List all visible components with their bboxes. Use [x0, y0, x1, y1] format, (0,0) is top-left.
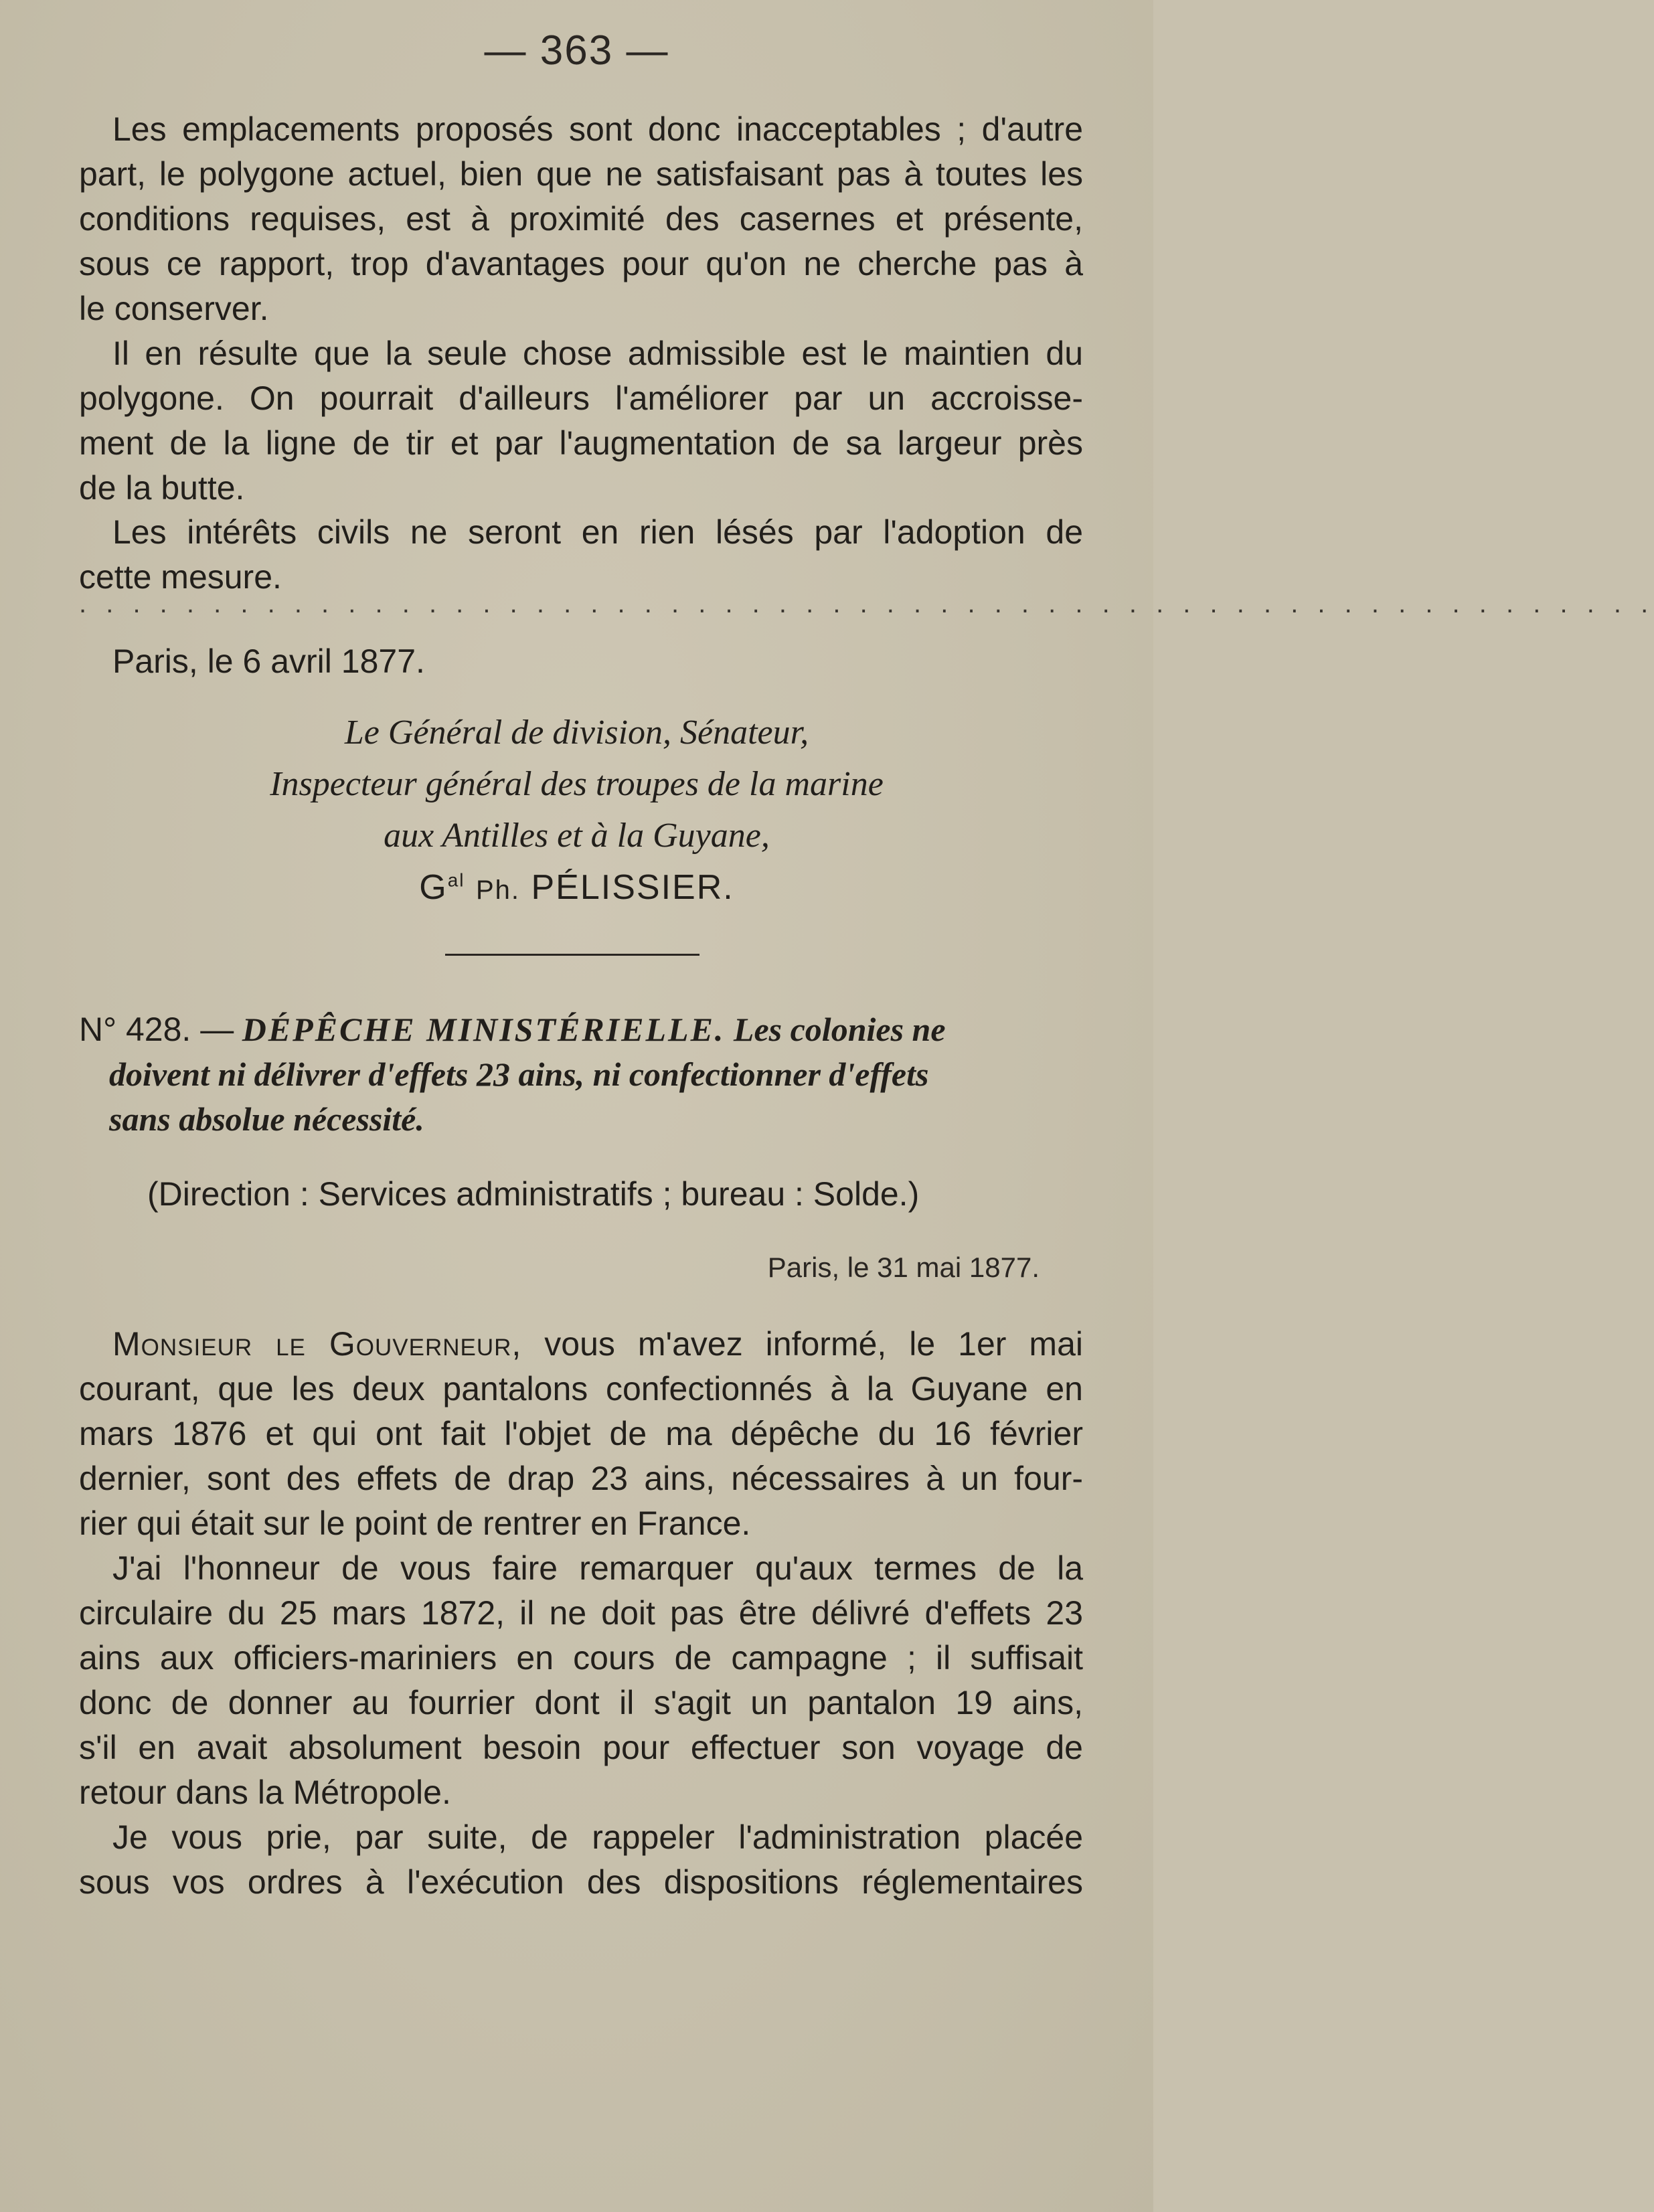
text-line: ains aux officiers-mariniers en cours de campagne ; il suffisait: [79, 1639, 1083, 1677]
salutation: Monsieur le Gouverneur,: [112, 1325, 522, 1363]
text-line: rier qui était sur le point de rentrer en France.: [79, 1505, 751, 1542]
dispatch-date: Paris, le 31 mai 1877.: [767, 1252, 1040, 1283]
document-number: N° 428. —: [79, 1011, 234, 1048]
paragraph-2: [79, 331, 1083, 511]
text-line: dernier, sont des effets de drap 23 ains, nécessaires à un four-: [79, 1460, 1083, 1497]
paragraph-1: [79, 107, 1083, 331]
text-line: s'il en avait absolument besoin pour effectuer son voyage de: [79, 1729, 1083, 1766]
document-summary: Les colonies ne: [733, 1011, 946, 1048]
text-line: le conserver.: [79, 290, 269, 327]
text-line: courant, que les deux pantalons confectionnés à la Guyane en: [79, 1370, 1083, 1408]
text-line: Il en résulte que la seule chose admissible est le maintien du: [112, 335, 1083, 372]
text-line: ment de la ligne de tir et par l'augmentation de sa largeur près: [79, 424, 1083, 462]
text-line: retour dans la Métropole.: [79, 1774, 451, 1811]
direction-note: (Direction : Services administratifs ; bureau : Solde.): [147, 1175, 920, 1213]
signature-title-line: Le Général de division, Sénateur,: [344, 713, 809, 752]
text-line: sous vos ordres à l'exécution des dispositions réglementaires: [79, 1863, 1083, 1901]
text-line: Les intérêts civils ne seront en rien lésés par l'adoption de: [112, 513, 1083, 551]
body-paragraph-2: [79, 1546, 1083, 1815]
text-line: Je vous prie, par suite, de rappeler l'administration placée: [112, 1818, 1083, 1856]
paragraph-3: [79, 510, 1083, 600]
signature-title-line: Inspecteur général des troupes de la marine: [270, 765, 884, 803]
body-paragraph-3: [79, 1815, 1083, 1905]
text-line: circulaire du 25 mars 1872, il ne doit pas être délivré d'effets 23: [79, 1594, 1083, 1632]
text-line: de la butte.: [79, 469, 245, 507]
page-number: — 363 —: [484, 27, 669, 74]
text-line: conditions requises, est à proximité des casernes et présente,: [79, 200, 1083, 238]
document-heading: [79, 1007, 1083, 1142]
signature-title-line: aux Antilles et à la Guyane,: [384, 817, 770, 855]
text-line: J'ai l'honneur de vous faire remarquer qu'aux termes de la: [112, 1549, 1083, 1587]
text-line: polygone. On pourrait d'ailleurs l'améliorer par un accroisse-: [79, 379, 1083, 417]
dotted-separator: . . . . . . . . . . . . . . . . . . . . . . . . . . . . . . . . . . . . . . . . . . . . . . . . . . . . . . . . . . .: [79, 589, 1654, 618]
text-line: sous ce rapport, trop d'avantages pour qu'on ne cherche pas à: [79, 245, 1083, 282]
document-summary: doivent ni délivrer d'effets 23 ains, ni confectionner d'effets: [109, 1055, 929, 1093]
text-line: part, le polygone actuel, bien que ne satisfaisant pas à toutes les: [79, 155, 1083, 193]
text-line: donc de donner au fourrier dont il s'agit un pantalon 19 ains,: [79, 1684, 1083, 1721]
text-line: mars 1876 et qui ont fait l'objet de ma dépêche du 16 février: [79, 1415, 1083, 1452]
document-summary: sans absolue nécessité.: [109, 1100, 424, 1138]
place-date: Paris, le 6 avril 1877.: [112, 643, 425, 680]
body-paragraph-1: Monsieur le Gouverneur, vous m'avez informé, le 1er mai courant, que les deux pantalons confectionnés à la Guyane en mars 1876 et qui ont fait l'objet de ma dépêche du 16 février dernier, sont des effets de drap 23 ains, nécessaires à un four- rier qui était sur le point de rentrer en France.: [79, 1322, 1083, 1546]
horizontal-rule: [445, 954, 699, 956]
text-line: cette mesure.: [79, 558, 282, 596]
text-line: Les emplacements proposés sont donc inacceptables ; d'autre: [112, 110, 1083, 148]
document-title: DÉPÊCHE MINISTÉRIELLE.: [242, 1011, 726, 1048]
signature-name: $G^{al}$ Ph. PÉLISSIER.: [419, 868, 734, 907]
